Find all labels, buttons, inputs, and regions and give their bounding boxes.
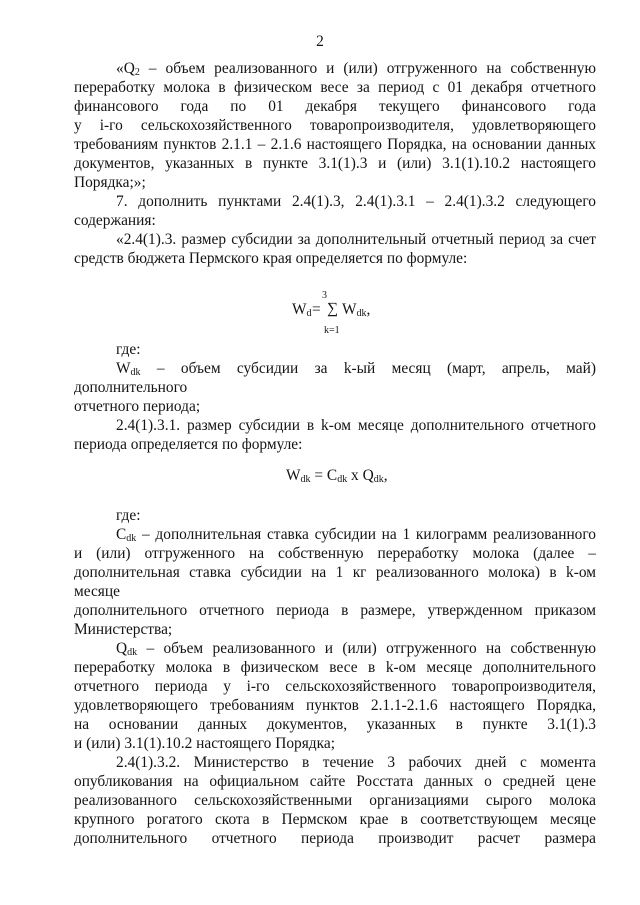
text-line: и (или) 3.1(1).10.2 настоящего Порядка; [74, 735, 335, 752]
text-line: дополнительного отчетного периода в размере, утвержденном приказом [74, 602, 596, 619]
text-line: 2.4(1).3.2. Министерство в течение 3 рабочих дней с момента [116, 754, 596, 771]
text-line: средств бюджета Пермского края определяется по формуле: [74, 250, 468, 267]
page-number: 2 [316, 33, 324, 50]
text-line: 7. дополнить пунктами 2.4(1).3, 2.4(1).3.1 – 2.4(1).3.2 следующего [116, 193, 596, 210]
text-line: и (или) отгруженного на собственную переработку молока (далее – [74, 545, 596, 562]
text-line: «$Q_2$ – объем реализованного и (или) отгруженного на собственную [116, 60, 596, 78]
where-label: где: [116, 341, 141, 358]
text-line: отчетного периода у i-го сельскохозяйственного товаропроизводителя, [74, 678, 596, 695]
text-line: отчетного периода; [74, 398, 201, 415]
text-line: содержания: [74, 212, 156, 229]
text-line: переработку молока в физическом весе за период с 01 декабря отчетного [74, 79, 596, 96]
qdk-definition [74, 639, 596, 753]
formula-product-expression: $W_{dk} = C_{dk}$ x $Q_{dk}$, [286, 467, 388, 485]
document-body [74, 59, 596, 848]
sum-sign: ∑ [327, 300, 338, 317]
q2-definition [74, 59, 596, 192]
paragraph-2-4-1-3 [74, 230, 596, 268]
formula-rhs: $W_{dk}$, [342, 301, 371, 319]
cdk-definition [74, 525, 596, 639]
text-line: требованиям пунктов 2.1.1 – 2.1.6 настоящего Порядка, на основании данных [74, 136, 596, 153]
text-line: дополнительного отчетного периода производит расчет размера [74, 830, 596, 847]
formula-lhs: $W_d$ [292, 301, 312, 319]
text-line: на основании данных документов, указанных в пункте 3.1(1).3 [74, 716, 596, 733]
formula-equals: = [312, 301, 321, 318]
formula-product [74, 454, 596, 494]
text-line: дополнительная ставка субсидии на 1 кг реализованного молока) в k-ом месяце [74, 564, 596, 600]
text-line: $Q_{dk}$ – объем реализованного и (или) отгруженного на собственную [116, 640, 596, 658]
text-line: 2.4(1).3.1. размер субсидии в k-ом месяце дополнительного отчетного [116, 417, 596, 434]
sum-lower-limit: k=1 [324, 325, 340, 336]
text-line: удовлетворяющего требованиям пунктов 2.1.1-2.1.6 настоящего Порядка, [74, 697, 596, 714]
wdk-definition [74, 359, 596, 416]
text-line: периода определяется по формуле: [74, 436, 303, 453]
text-line: реализованного сельскохозяйственными организациями сырого молока [74, 792, 596, 809]
sum-upper-limit: 3 [322, 290, 327, 301]
text-line: крупного рогатого скота в Пермском крае в соответствующем месяце [74, 811, 596, 828]
text-line: у i-го сельскохозяйственного товаропроизводителя, удовлетворяющего [74, 117, 596, 134]
paragraph-2-4-1-3-1 [74, 416, 596, 454]
where-label: где: [116, 507, 141, 524]
text-line: $C_{dk}$ – дополнительная ставка субсидии на 1 килограмм реализованного [116, 526, 596, 544]
text-line: опубликования на официальном сайте Росстата данных о средней цене [74, 773, 596, 790]
text-line: Министерства; [74, 621, 173, 638]
item-7 [74, 192, 596, 230]
text-line: «2.4(1).3. размер субсидии за дополнительный отчетный период за счет [116, 231, 596, 248]
formula-sum [74, 268, 596, 336]
paragraph-2-4-1-3-2 [74, 753, 596, 848]
text-line: документов, указанных в пункте 3.1(1).3 и (или) 3.1(1).10.2 настоящего [74, 155, 596, 172]
text-line: переработку молока в физическом весе в k-ом месяце дополнительного [74, 659, 596, 676]
text-line: финансового года по 01 декабря текущего финансового года [74, 98, 596, 115]
text-line: $W_{dk}$ – объем субсидии за k-ый месяц (март, апрель, май) дополнительного [74, 360, 596, 396]
text-line: Порядка;»; [74, 174, 146, 191]
